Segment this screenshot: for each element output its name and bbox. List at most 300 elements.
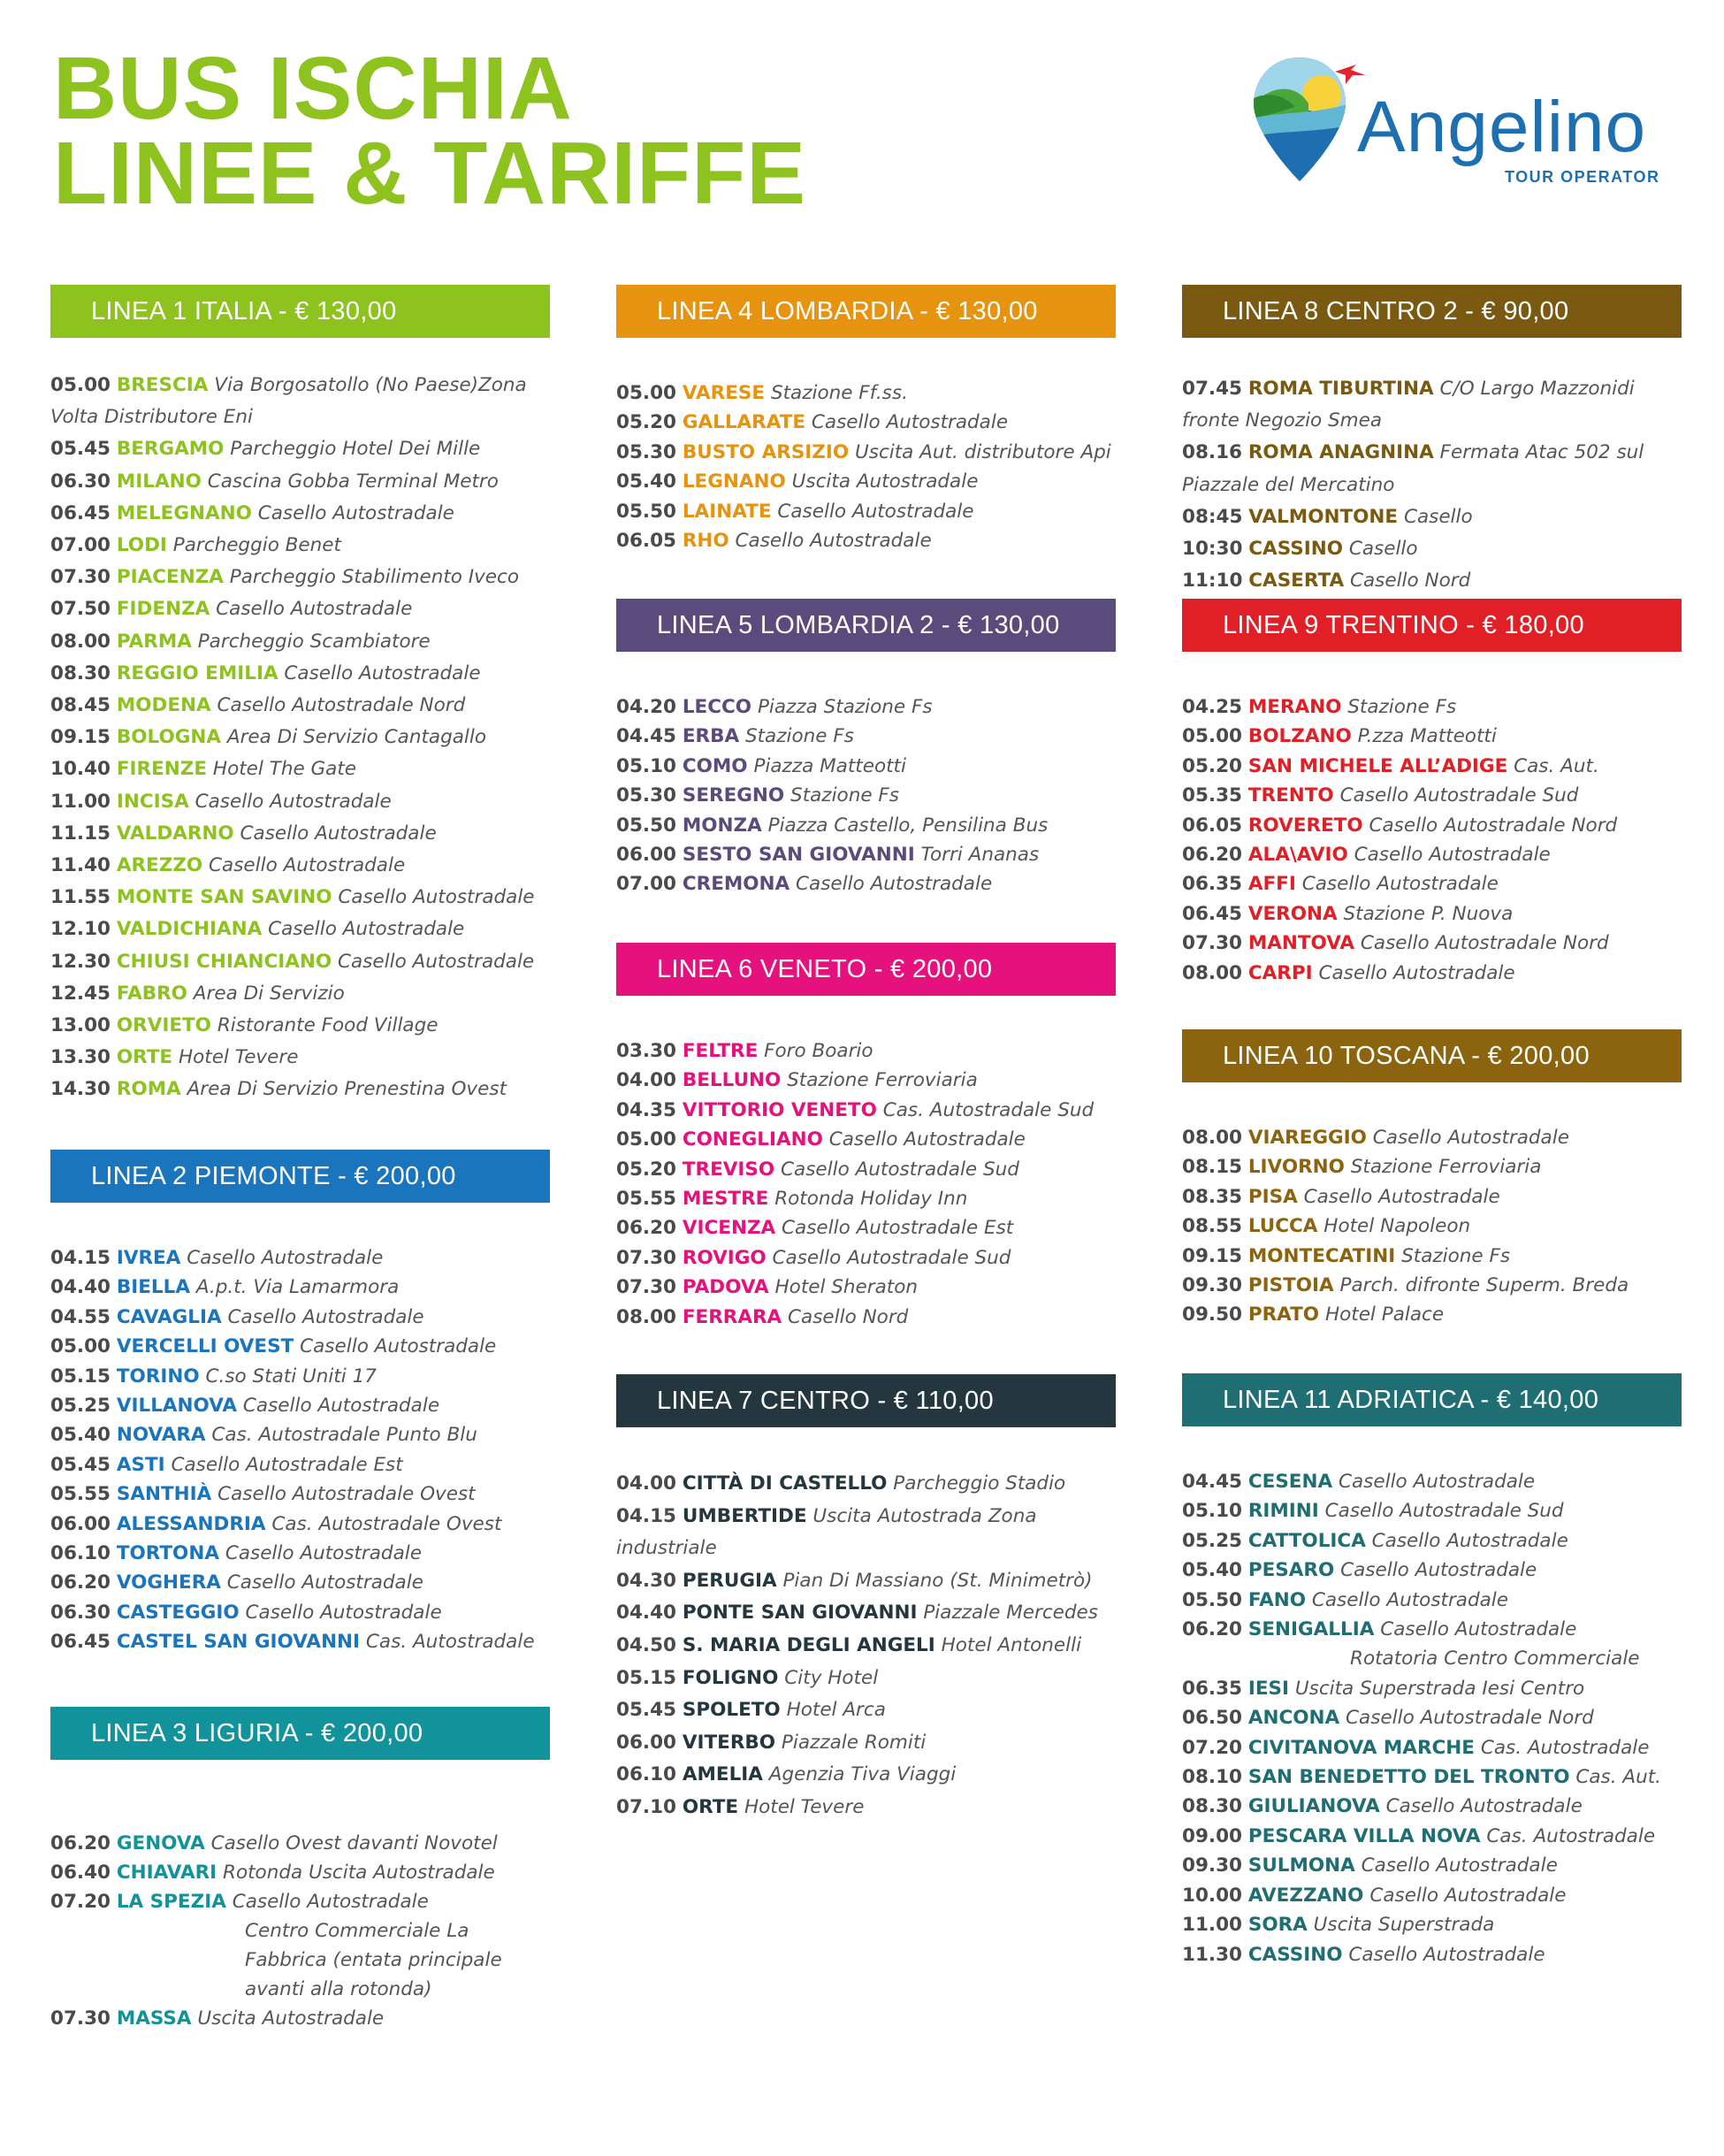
stop-row: [616, 1468, 1116, 1501]
stop-city: VILLANOVA: [116, 1395, 238, 1418]
stop-city: FABRO: [116, 982, 187, 1005]
stop-row: [1182, 811, 1682, 840]
stop-city: FOLIGNO: [682, 1666, 779, 1689]
stop-city: VIAREGGIO: [1247, 1127, 1367, 1149]
stop-row: [50, 722, 550, 753]
stop-time: 08.15: [1182, 1156, 1243, 1179]
stop-location: Fermata Atac 502 sul Piazzale del Mercatino: [1182, 441, 1644, 496]
stop-time: 05.30: [616, 440, 677, 463]
stop-location: Cascina Gobba Terminal Metro: [207, 470, 499, 493]
stop-row: [616, 438, 1116, 467]
stop-row: [50, 786, 550, 818]
stop-location: Casello Autostradale: [245, 1601, 442, 1624]
stop-time: 05.15: [50, 1365, 111, 1388]
linea-5-stops: [616, 692, 1116, 899]
stop-location: Casello: [1348, 538, 1418, 561]
stop-city: CASTEL SAN GIOVANNI: [116, 1631, 361, 1654]
stop-row: [616, 1096, 1116, 1125]
stop-row: [1182, 722, 1682, 751]
stop-time: 12.10: [50, 918, 111, 941]
stop-city: SANTHIÀ: [116, 1483, 212, 1506]
stop-city: AREZZO: [116, 854, 203, 877]
stop-city: RHO: [682, 530, 729, 553]
linea-10-section: [1182, 1029, 1682, 1330]
stop-location: P.zza Matteotti: [1357, 725, 1497, 748]
stop-location: Stazione Ff.ss.: [770, 382, 908, 404]
stop-time: 07.20: [50, 1891, 111, 1913]
stop-city: PERUGIA: [682, 1569, 777, 1592]
stop-city: CASSINO: [1247, 1943, 1343, 1966]
stop-location: C.so Stati Uniti 17: [205, 1365, 377, 1388]
stop-location: Uscita Aut. distributore Api: [855, 440, 1111, 463]
linea-2-stops: [50, 1243, 550, 1657]
stop-location: Cas. Autostradale Sud: [882, 1098, 1095, 1121]
stop-location: Pian Di Massiano (St. Minimetrò): [782, 1569, 1093, 1592]
stop-row: [616, 1155, 1116, 1184]
stop-time: 06.05: [616, 530, 677, 553]
stop-city: ORVIETO: [116, 1014, 211, 1037]
stop-time: 07.20: [1182, 1736, 1243, 1759]
stop-city: SULMONA: [1247, 1854, 1355, 1877]
stop-location: Casello Autostradale: [1372, 1127, 1569, 1149]
stop-time: 11.30: [1182, 1943, 1243, 1966]
linea-9-header: LINEA 9 TRENTINO - € 180,00: [1182, 599, 1682, 652]
stop-row: [616, 1303, 1116, 1332]
stop-row: [616, 378, 1116, 408]
stop-time: 05.30: [616, 784, 677, 807]
linea-10-stops: [1182, 1123, 1682, 1330]
stop-time: 08.10: [1182, 1766, 1243, 1789]
stop-city: MANTOVA: [1247, 932, 1355, 955]
stop-location: Casello Autostradale: [1369, 1884, 1567, 1907]
stop-time: 06.35: [1182, 873, 1243, 896]
stop-row: [50, 946, 550, 978]
stop-location: Area Di Servizio Cantagallo: [226, 726, 487, 749]
stop-time: 03.30: [616, 1040, 677, 1062]
stop-row: [616, 467, 1116, 496]
stop-row: [1182, 1940, 1682, 1969]
stop-time: 07.30: [1182, 932, 1243, 955]
linea-9-section: [1182, 599, 1682, 988]
stop-row: [50, 466, 550, 498]
stop-city: LIVORNO: [1247, 1156, 1345, 1179]
stop-city: SESTO SAN GIOVANNI: [682, 844, 915, 867]
stop-time: 04.00: [616, 1472, 677, 1495]
stop-time: 06.00: [616, 844, 677, 867]
stop-city: IVREA: [116, 1247, 181, 1269]
stop-time: 04.35: [616, 1098, 677, 1121]
stop-row: [616, 1501, 1116, 1565]
stop-city: VALDICHIANA: [116, 918, 263, 941]
stop-city: MERANO: [1247, 696, 1342, 718]
stop-row: [50, 593, 550, 625]
stop-city: CARPI: [1247, 961, 1313, 984]
stop-location: Cas. Autostradale: [365, 1631, 535, 1654]
stop-location: Casello Autostradale: [1348, 1943, 1545, 1966]
stop-time: 05.40: [1182, 1559, 1243, 1582]
stop-location: Casello Autostradale Est: [171, 1453, 403, 1476]
stop-location: Via Borgosatollo (No Paese)Zona Volta Distributore Eni: [50, 374, 527, 429]
stop-location: Piazza Stazione Fs: [757, 696, 933, 718]
linea-8-stops: [1182, 373, 1682, 597]
linea-7-header: LINEA 7 CENTRO - € 110,00: [616, 1374, 1116, 1427]
linea-4-header: LINEA 4 LOMBARDIA - € 130,00: [616, 285, 1116, 338]
stop-location: Stazione Ferroviaria: [787, 1069, 978, 1092]
stop-city: ORTE: [682, 1795, 739, 1818]
stop-city: ANCONA: [1247, 1707, 1340, 1730]
stop-city: BOLOGNA: [116, 726, 222, 749]
stop-time: 06.20: [50, 1832, 111, 1854]
stop-row: [616, 781, 1116, 810]
stop-time: 06.45: [1182, 902, 1243, 925]
stop-location: Casello Autostradale: [828, 1128, 1026, 1151]
stop-time: 05.00: [50, 374, 111, 396]
stop-location: Casello Autostradale: [1303, 1185, 1500, 1208]
stop-time: 14.30: [50, 1078, 111, 1101]
stop-row: [50, 562, 550, 593]
stop-city: SPOLETO: [682, 1699, 781, 1722]
logo-tagline: TOUR OPERATOR: [1505, 168, 1660, 186]
stop-row: [1182, 1703, 1682, 1732]
stop-location: Cas. Autostradale: [1480, 1736, 1650, 1759]
linea-3-header: LINEA 3 LIGURIA - € 200,00: [50, 1707, 550, 1760]
stop-row: [1182, 1467, 1682, 1496]
stop-location: Hotel Arca: [786, 1699, 886, 1722]
stop-row: [50, 1598, 550, 1627]
stop-location: Casello Autostradale Sud: [772, 1246, 1011, 1269]
stop-time: 08.35: [1182, 1185, 1243, 1208]
stop-city: ROMA: [116, 1078, 181, 1101]
stop-location: Casello Autostradale: [811, 411, 1009, 434]
stop-location: Casello Ovest davanti Novotel: [210, 1832, 498, 1854]
linea-9-stops: [1182, 692, 1682, 988]
stop-row: [1182, 752, 1682, 781]
stop-city: CREMONA: [682, 873, 790, 896]
stop-city: ORTE: [116, 1046, 173, 1069]
stop-time: 04.55: [50, 1305, 111, 1328]
stop-city: VARESE: [682, 382, 766, 404]
stop-time: 06.10: [616, 1763, 677, 1786]
stop-city: SAN MICHELE ALL’ADIGE: [1247, 754, 1508, 777]
stop-location: Uscita Autostradale: [197, 2007, 385, 2030]
stop-location: Casello Autostradale: [284, 661, 481, 684]
stop-row: [50, 1510, 550, 1539]
stop-row: [1182, 565, 1682, 597]
linea-6-section: [616, 943, 1116, 1332]
stop-location: Parcheggio Stadio: [893, 1472, 1066, 1495]
stop-city: LA SPEZIA: [116, 1891, 226, 1913]
stop-time: 05.20: [1182, 754, 1243, 777]
stop-city: MELEGNANO: [116, 501, 252, 524]
linea-1-header: LINEA 1 ITALIA - € 130,00: [50, 285, 550, 338]
stop-location: Ristorante Food Village: [217, 1014, 439, 1037]
stop-location: City Hotel: [784, 1666, 879, 1689]
stop-row: [50, 1829, 550, 1858]
stop-location: Casello Autostradale Est: [782, 1217, 1014, 1240]
stop-location: Casello Autostradale: [1380, 1618, 1577, 1641]
stop-city: CIVITANOVA MARCHE: [1247, 1736, 1475, 1759]
stop-city: VOGHERA: [116, 1571, 221, 1594]
page-title: [53, 39, 807, 223]
stop-city: LAINATE: [682, 500, 772, 523]
stop-city: PONTE SAN GIOVANNI: [682, 1602, 918, 1625]
stop-time: 10.40: [50, 758, 111, 781]
stop-row: [50, 370, 550, 433]
stop-row: [616, 497, 1116, 526]
stop-time: 07.00: [616, 873, 677, 896]
stop-city: TORTONA: [116, 1542, 219, 1565]
stop-location: Casello Autostradale: [1385, 1795, 1583, 1818]
stop-city: MESTRE: [682, 1188, 769, 1211]
stop-row: [1182, 437, 1682, 501]
stop-location: Rotonda Uscita Autostradale: [223, 1862, 495, 1884]
stop-location: Parch. difronte Superm. Breda: [1339, 1274, 1629, 1297]
stop-time: 11.00: [50, 790, 111, 813]
stop-city: MASSA: [116, 2007, 192, 2030]
stop-city: ROVERETO: [1247, 814, 1363, 837]
stop-time: 05.50: [616, 814, 677, 837]
stop-row: [50, 978, 550, 1010]
stop-time: 09.00: [1182, 1824, 1243, 1847]
stop-row: [50, 690, 550, 722]
stop-row: [616, 722, 1116, 751]
linea-11-header: LINEA 11 ADRIATICA - € 140,00: [1182, 1373, 1682, 1426]
stop-location: Stazione Fs: [744, 725, 854, 748]
stop-city: LEGNANO: [682, 470, 786, 493]
stop-location: Casello Autostradale: [1354, 844, 1551, 867]
stop-time: 06.20: [50, 1571, 111, 1594]
linea-8-section: [1182, 285, 1682, 597]
stop-row: [1182, 1271, 1682, 1300]
stop-row: [1182, 1851, 1682, 1880]
stop-time: 05.45: [616, 1699, 677, 1722]
stop-location: Stazione Fs: [790, 784, 899, 807]
stop-row: [616, 1663, 1116, 1695]
stop-location: Uscita Autostradale: [791, 470, 979, 493]
linea-6-header: LINEA 6 VENETO - € 200,00: [616, 943, 1116, 996]
stop-row: [616, 811, 1116, 840]
stop-location: Casello Autostradale: [338, 950, 535, 973]
stop-row: [616, 1565, 1116, 1598]
stop-row: [1182, 1152, 1682, 1181]
stop-location: Agenzia Tiva Viaggi: [768, 1763, 957, 1786]
stop-time: 08.00: [1182, 1127, 1243, 1149]
stop-location: Casello Autostradale: [268, 918, 465, 941]
stop-row: [616, 1213, 1116, 1242]
stop-row: [50, 1391, 550, 1420]
stop-time: 06.45: [50, 501, 111, 524]
stop-row: [50, 1042, 550, 1074]
linea-7-section: [616, 1374, 1116, 1824]
stop-location: Uscita Superstrada Iesi Centro: [1294, 1677, 1585, 1700]
stop-row: [50, 433, 550, 465]
linea-11-stops: [1182, 1467, 1682, 1969]
stop-location: Hotel Napoleon: [1324, 1215, 1471, 1238]
stop-location: Stazione Fs: [1401, 1244, 1511, 1267]
stop-city: VALDARNO: [116, 822, 234, 845]
stop-city: RIMINI: [1247, 1500, 1319, 1523]
stop-city: CITTÀ DI CASTELLO: [682, 1472, 888, 1495]
stop-time: 05.50: [1182, 1588, 1243, 1611]
stop-row: [50, 818, 550, 850]
stop-location: Stazione Fs: [1347, 696, 1457, 718]
stop-location: Casello Autostradale Sud: [781, 1158, 1019, 1181]
stop-city: LECCO: [682, 696, 752, 718]
stop-row: [616, 1066, 1116, 1095]
stop-time: 08.00: [616, 1305, 677, 1328]
stop-row: [1182, 781, 1682, 810]
stop-location: Piazza Castello, Pensilina Bus: [767, 814, 1049, 837]
stop-time: 08:45: [1182, 505, 1243, 528]
stop-city: CASSINO: [1248, 538, 1343, 561]
stop-city: TREVISO: [682, 1158, 775, 1181]
stop-row: [50, 1273, 550, 1302]
stop-row: [50, 530, 550, 562]
stop-city: ROMA ANAGNINA: [1247, 441, 1434, 464]
stop-location: Stazione P. Nuova: [1343, 902, 1514, 925]
stop-location: Casello Autostradale: [227, 1305, 424, 1328]
stop-city: S. MARIA DEGLI ANGELI: [682, 1633, 935, 1656]
stop-time: 06.40: [50, 1862, 111, 1884]
stop-row: [616, 1727, 1116, 1760]
stop-row: [50, 1074, 550, 1105]
stop-time: 07.30: [616, 1276, 677, 1299]
stop-city: FANO: [1247, 1588, 1306, 1611]
stop-time: 07.10: [616, 1795, 677, 1818]
stop-city: GENOVA: [116, 1832, 205, 1854]
stop-time: 05.40: [50, 1424, 111, 1447]
stop-row: [616, 526, 1116, 555]
stop-location: Parcheggio Benet: [172, 534, 341, 557]
stop-time: 04.40: [616, 1602, 677, 1625]
stop-city: VITTORIO VENETO: [682, 1098, 877, 1121]
stop-location: C/O Largo Mazzonidi fronte Negozio Smea: [1182, 378, 1635, 432]
stop-time: 08.45: [50, 694, 111, 717]
stop-time: 08.16: [1182, 441, 1243, 464]
stop-location: Casello Autostradale Ovest: [217, 1483, 476, 1506]
stop-time: 04.40: [50, 1276, 111, 1299]
stop-location: Piazzale Romiti: [781, 1731, 927, 1754]
stop-row: [50, 1539, 550, 1568]
stop-location: Casello Autostradale: [777, 500, 974, 523]
stop-time: 07.00: [50, 534, 111, 557]
stop-row: [50, 658, 550, 690]
stop-row: [1182, 840, 1682, 869]
stop-row: [50, 1243, 550, 1273]
stop-location-detail: Centro Commerciale La Fabbrica (entata principale avanti alla rotonda): [245, 1920, 502, 2000]
stop-time: 06.30: [50, 1601, 111, 1624]
stop-row: [616, 752, 1116, 781]
stop-city: ALA\AVIO: [1247, 844, 1348, 867]
linea-8-header: LINEA 8 CENTRO 2 - € 90,00: [1182, 285, 1682, 338]
stop-location: Cas. Aut.: [1575, 1766, 1661, 1789]
stop-location: Hotel Palace: [1324, 1304, 1445, 1326]
stop-row: [1182, 1212, 1682, 1241]
stop-city: VITERBO: [682, 1731, 776, 1754]
stop-row: [50, 1450, 550, 1479]
stop-location: Hotel Tevere: [178, 1046, 299, 1069]
stop-row: [1182, 1733, 1682, 1762]
stop-location: Casello Autostradale: [300, 1335, 497, 1358]
stop-row: [1182, 1674, 1682, 1703]
stop-city: IESI: [1247, 1677, 1290, 1700]
stop-time: 04.45: [616, 725, 677, 748]
stop-row: [1182, 1792, 1682, 1821]
stop-time: 09.15: [1182, 1244, 1243, 1267]
stop-city: VALMONTONE: [1248, 505, 1399, 528]
stop-row: [50, 914, 550, 945]
stop-time: 05.15: [616, 1666, 677, 1689]
stop-city: LUCCA: [1247, 1215, 1318, 1238]
stop-city: NOVARA: [116, 1424, 206, 1447]
linea-3-stops: [50, 1829, 550, 2033]
stop-time: 09.30: [1182, 1854, 1243, 1877]
stop-time: 06.05: [1182, 814, 1243, 837]
stop-time: 05.35: [1182, 784, 1243, 807]
stop-location: Stazione Ferroviaria: [1350, 1156, 1542, 1179]
stop-time: 05.10: [1182, 1500, 1243, 1523]
stop-row: [1182, 501, 1682, 533]
stop-row: [50, 1887, 550, 2004]
stop-location: Torri Ananas: [920, 844, 1040, 867]
stop-row: [1182, 899, 1682, 929]
stop-city: AMELIA: [682, 1763, 763, 1786]
stop-time: 04.25: [1182, 696, 1243, 718]
stop-row: [1182, 959, 1682, 988]
stop-city: PADOVA: [682, 1276, 769, 1299]
stop-time: 05.45: [50, 1453, 111, 1476]
stop-city: ASTI: [116, 1453, 165, 1476]
stop-city: MILANO: [116, 470, 202, 493]
linea-1-section: [50, 285, 550, 1106]
stop-city: BELLUNO: [682, 1069, 782, 1092]
stop-city: PIACENZA: [116, 566, 224, 589]
stop-row: [50, 1479, 550, 1509]
stop-row: [616, 1184, 1116, 1213]
linea-5-section: [616, 599, 1116, 899]
stop-city: PRATO: [1247, 1304, 1320, 1326]
stop-time: 12.30: [50, 950, 111, 973]
stop-time: 08.30: [1182, 1795, 1243, 1818]
stop-city: PESCARA VILLA NOVA: [1247, 1824, 1481, 1847]
stop-row: [1182, 1556, 1682, 1585]
stop-city: TRENTO: [1247, 784, 1334, 807]
stop-location: Casello Autostradale Nord: [1369, 814, 1618, 837]
stop-city: BUSTO ARSIZIO: [682, 440, 850, 463]
stop-location: Cas. Aut.: [1514, 754, 1599, 777]
stop-location: Casello Autostradale: [1340, 1559, 1537, 1582]
stop-location: Casello Autostradale: [216, 598, 413, 621]
stop-row: [50, 626, 550, 658]
stop-time: 13.00: [50, 1014, 111, 1037]
stop-location: Rotonda Holiday Inn: [774, 1188, 968, 1211]
stop-time: 06.00: [50, 1512, 111, 1535]
stop-row: [616, 1273, 1116, 1302]
stop-city: COMO: [682, 754, 748, 777]
stop-row: [616, 692, 1116, 722]
title-line-2: LINEE & TARIFFE: [53, 124, 807, 223]
stop-row: [616, 1125, 1116, 1154]
stop-city: CONEGLIANO: [682, 1128, 823, 1151]
stop-location: Casello Autostradale: [796, 873, 993, 896]
stop-row: [616, 1792, 1116, 1824]
stop-time: 07.30: [616, 1246, 677, 1269]
stop-location: Hotel Antonelli: [941, 1633, 1082, 1656]
linea-4-stops: [616, 378, 1116, 555]
stop-location: Uscita Superstrada: [1313, 1914, 1495, 1937]
linea-6-stops: [616, 1036, 1116, 1332]
stop-row: [50, 1010, 550, 1042]
